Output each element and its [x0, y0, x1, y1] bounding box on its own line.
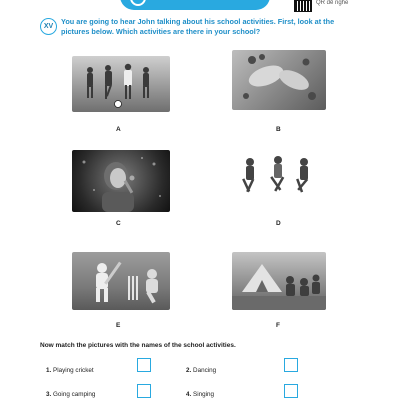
picture-label-c: C — [116, 220, 121, 227]
match-item-4 — [186, 391, 214, 398]
picture-label-b: B — [276, 126, 281, 133]
picture-label-d: D — [276, 220, 281, 227]
answer-box-4[interactable] — [284, 384, 298, 398]
qr-code-icon[interactable] — [294, 0, 312, 12]
kids-dancing-image — [232, 150, 326, 204]
picture-b-hands — [232, 50, 326, 110]
picture-label-a: A — [116, 126, 121, 133]
match-item-label: Dancing — [193, 367, 217, 374]
header-circle-icon — [130, 0, 146, 6]
match-item-1 — [46, 367, 94, 374]
match-item-number: 3. — [46, 391, 52, 398]
task-number-badge: XV — [40, 18, 57, 35]
answer-box-2[interactable] — [284, 358, 298, 372]
picture-c-singing — [72, 150, 170, 212]
hands-planting-image — [232, 50, 326, 110]
match-item-number: 2. — [186, 367, 192, 374]
answer-box-3[interactable] — [137, 384, 151, 398]
section-header-banner — [120, 0, 270, 10]
match-section-title: Now match the pictures with the names of the school activities. — [40, 342, 236, 349]
match-item-3 — [46, 391, 95, 398]
answer-box-1[interactable] — [137, 358, 151, 372]
match-item-label: Going camping — [53, 391, 96, 398]
picture-label-e: E — [116, 322, 121, 329]
qr-caption: QR để nghe — [316, 0, 349, 6]
picture-a-football — [72, 56, 170, 112]
picture-label-f: F — [276, 322, 280, 329]
picture-e-cricket — [72, 252, 170, 310]
cricket-players-image — [72, 252, 170, 310]
match-item-2 — [186, 367, 216, 374]
task-instruction: You are going to hear John talking about his school activities. First, look at the pictures below. Which activities are there in your school? — [61, 17, 335, 36]
football-players-image — [72, 56, 170, 112]
match-item-number: 4. — [186, 391, 192, 398]
picture-d-dancing — [232, 150, 326, 204]
camping-group-image — [232, 252, 326, 310]
girl-singing-image — [72, 150, 170, 212]
match-item-label: Singing — [193, 391, 215, 398]
picture-f-camping — [232, 252, 326, 310]
match-item-label: Playing cricket — [53, 367, 94, 374]
match-item-number: 1. — [46, 367, 52, 374]
